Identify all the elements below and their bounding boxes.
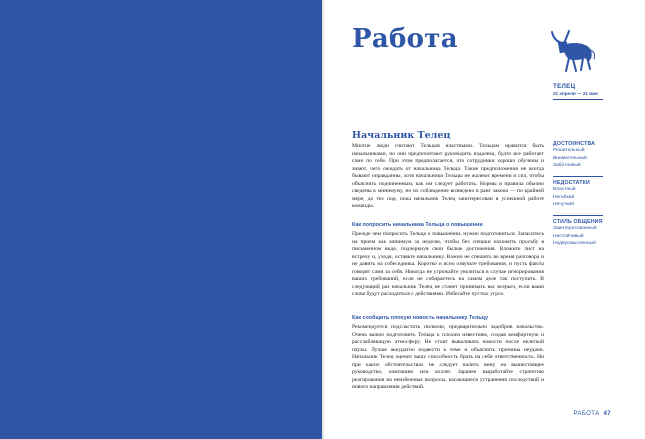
- subsection-heading-promotion: Как попросить начальника Тельца о повышении: [352, 222, 483, 228]
- strengths-block: [553, 141, 595, 170]
- subsection-heading-bad-news: Как сообщить плохую новость начальнику Тельцу: [352, 315, 488, 321]
- chapter-title: Работа: [352, 24, 458, 54]
- color-panel: [0, 0, 322, 439]
- divider: [553, 99, 603, 100]
- weakness-item: Негибкий: [553, 194, 575, 200]
- weakness-item: Нечуткий: [553, 202, 574, 208]
- intro-paragraph: Многие люди считают Тельцов властными. Тельцам нравится быть начальниками, но они предпочитают руководить издалека, будто все работает само по себе. При этом предполагается, что сотрудники хорошо обучены и знают, чего ожидать от начальника Тельца. Такие предположения не всегда бывают оправданны, хотя начальники Тельцы не жалеют времени и сил, чтобы объяснить подчиненным, как им следует работать. Нормы и правила обычно сведены к минимуму, но их соблюдение возведено в ранг закона — по крайней мере, до тех пор, пока начальник Телец заинтересован в успешной работе команды.: [352, 143, 544, 210]
- page-footer: [574, 411, 612, 417]
- section-title: Начальник Телец: [352, 130, 451, 141]
- strength-item: Внимательный: [553, 155, 587, 161]
- style-item: Недвусмысленный: [553, 241, 596, 247]
- sidebar-divider: [553, 215, 603, 216]
- style-block: [553, 219, 603, 248]
- style-item: Настойчивый: [553, 233, 584, 239]
- subsection-body-bad-news: Рекомендуется подсластить пилюлю, предварительно задобрив начальство. Очень важно подготовить Тельца к плохим известиям, создав комфортную и расслабляющую атмосферу. Не стоит вываливать новости после нелегкой паузы. Лучше аккуратно подвести к теме и объяснить причины неудачи. Начальник Телец оценит вашу способность брать на себя ответственность. Ни при каких обстоятельствах не следует валить вину на вышестоящее руководство, компанию или коллег. Заранее выработайте стратегию реагирования на неизбежные вопросы, касающиеся устранения последствий и нового направления действий.: [352, 324, 544, 391]
- taurus-bull-icon: [543, 28, 597, 78]
- sign-dates: 21 апреля — 21 мая: [553, 91, 598, 96]
- strength-item: Решительный: [553, 148, 585, 153]
- page-gutter: [322, 0, 325, 439]
- weaknesses-block: [553, 180, 590, 209]
- weaknesses-title: НЕДОСТАТКИ: [553, 180, 590, 186]
- strength-item: Заботливый: [553, 163, 581, 169]
- subsection-body-promotion: Прежде чем попросить Тельца о повышении, нужно подготовиться. Запаситесь на прием как минимум за неделю, чтобы без спешки изложить просьбу в письменном виде, подчеркнув свои былые достижения. Вложите лист на встречу и, уходя, оставьте начальнику. Важно не спешить во время разговора и не давить на собеседника. Коротко и ясно озвучьте требования, и пусть факты говорят сами за себя. Никогда не угрожайте уволиться в случае игнорирования ваших требований, если не собираетесь на самом деле так поступить. В следующий раз начальник Телец не станет принимать вас всерьез, если ваши слова будут расходиться с действиями. Избегайте пустых угроз.: [352, 231, 544, 298]
- page-number: 47: [603, 411, 611, 417]
- sidebar-divider: [553, 176, 603, 177]
- style-item: Заинтересованный: [553, 226, 597, 231]
- weakness-item: Властный: [553, 187, 576, 192]
- sign-name: ТЕЛЕЦ: [553, 83, 576, 90]
- style-title: СТИЛЬ ОБЩЕНИЯ: [553, 219, 603, 225]
- footer-section: РАБОТА: [573, 411, 600, 417]
- strengths-title: ДОСТОИНСТВА: [553, 141, 596, 147]
